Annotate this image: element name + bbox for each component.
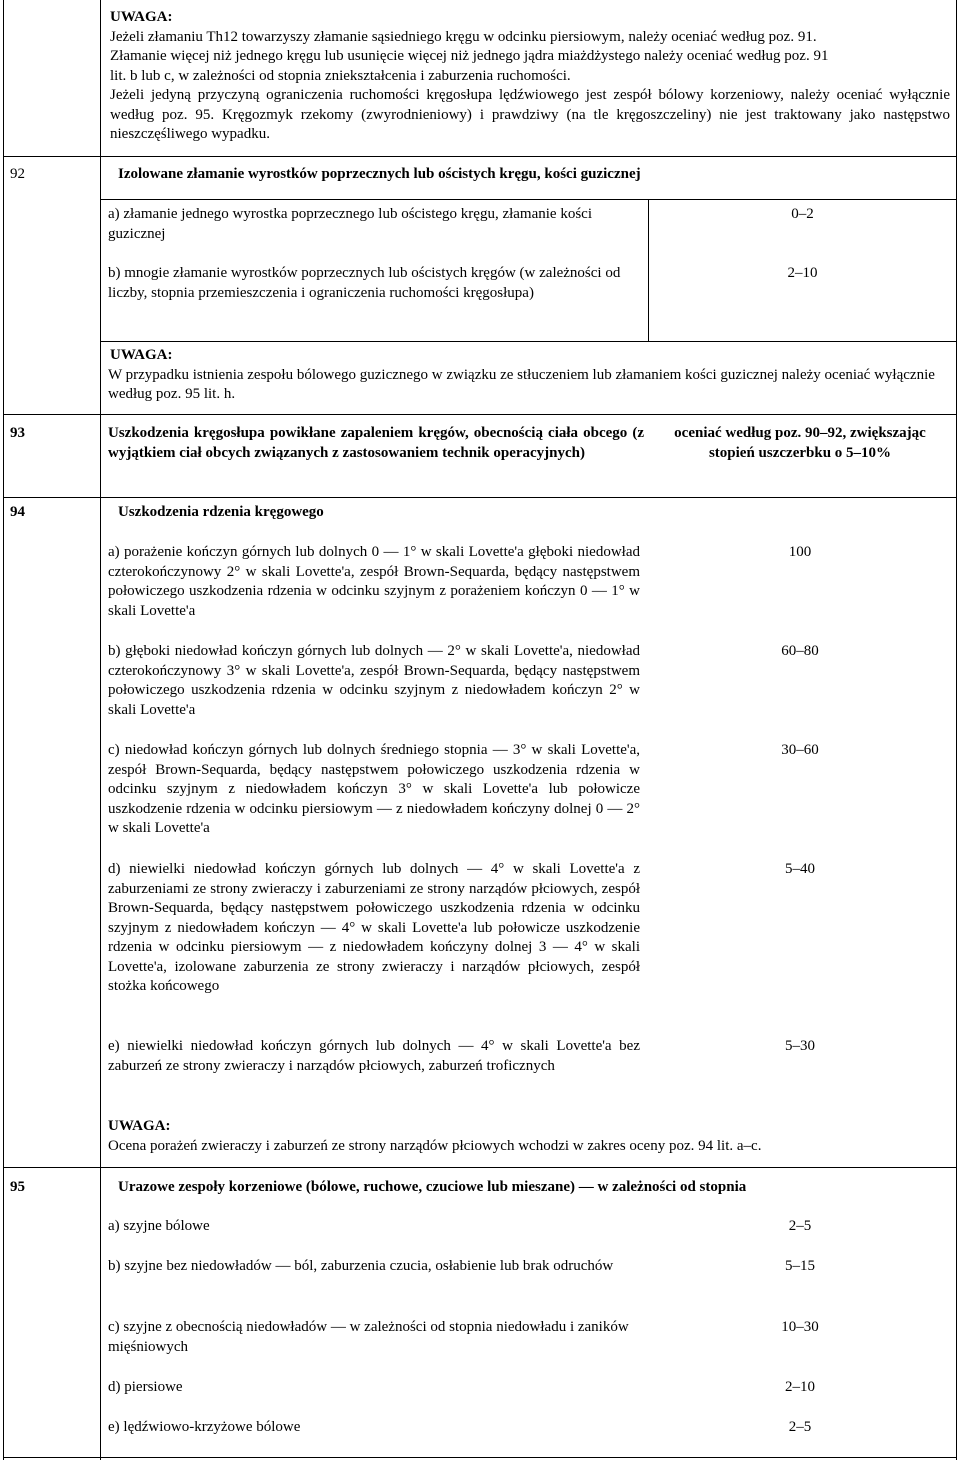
position-number-95: 95 [10,1179,25,1195]
p95-item-c-value: 10–30 [781,1319,819,1335]
position-number-92: 92 [10,166,25,182]
p92-grid-bottom [100,341,957,342]
p92-note-label: UWAGA: [110,347,173,363]
top-note-paragraph: Jeżeli jedyną przyczyną ograniczenia ruchomości kręgosłupa lędźwiowego jest zespół bólowy korzeniowy, należy oceniać wyłącznie według poz. 95. Kręgozmyk rzekomy (zwyrodnieniowy) i prawdziwy (na tle kręgoszczeliny) nie jest traktowany jako następstwo nieszczęśliwego wypadku. [110,87,950,142]
p95-item-c-text: c) szyjne z obecnością niedowładów — w zależności od stopnia niedowładu i zaników mięśniowych [108,1319,629,1355]
p92-item-a-text: a) złamanie jednego wyrostka poprzecznego lub ościstego kręgu, złamanie kości guzicznej [108,206,592,242]
position-number-93: 93 [10,425,25,441]
p94-item-a-text: a) porażenie kończyn górnych lub dolnych 0 — 1° w skali Lovette'a głęboki niedowład czterokończynowy 2° w skali Lovette'a, zespół Brown-Sequarda, będący następstwem połowiczego uszkodzenia rdzenia w odcinku szyjnym z porażeniem kończyn 0 — 1° w skali Lovette'a [108,544,640,619]
p94-item-c-value: 30–60 [781,742,819,758]
table-left-border [3,0,4,1460]
p94-title: Uszkodzenia rdzenia kręgowego [118,504,324,520]
top-note [110,8,950,145]
p95-item-e-text: e) lędźwiowo-krzyżowe bólowe [108,1419,301,1435]
p95-title: Urazowe zespoły korzeniowe (bólowe, ruchowe, czuciowe lub mieszane) — w zależności od stopnia [118,1179,747,1195]
row-divider-95 [3,1167,957,1168]
p92-item-a-value: 0–2 [791,206,814,222]
p95-item-b-text: b) szyjne bez niedowładów — ból, zaburzenia czucia, osłabienie lub brak odruchów [108,1258,614,1274]
top-note-label: UWAGA: [110,9,173,25]
row-divider-92 [3,156,957,157]
p95-item-d-value: 2–10 [785,1379,815,1395]
p92-note [108,346,948,405]
p94-note-text: Ocena porażeń zwieraczy i zaburzeń ze strony narządów płciowych wchodzi w zakres oceny poz. 94 lit. a–c. [108,1137,762,1154]
p92-title: Izolowane złamanie wyrostków poprzecznych lub ościstych kręgu, kości guzicznej [118,166,641,182]
p94-item-d-value: 5–40 [785,861,815,877]
p92-note-text: W przypadku istnienia zespołu bólowego guzicznego w związku ze stłuczeniem lub złamaniem kości guzicznej należy oceniać wyłącznie według poz. 95 lit. h. [108,366,935,402]
p94-item-d-text: d) niewielki niedowład kończyn górnych lub dolnych — 4° w skali Lovette'a z zaburzeniami ze strony zwieraczy i zaburzeniami ze strony narządów płciowych, zespół Brown-Sequarda, będący następstwem połowiczego uszkodzenia rdzenia w odcinku szyjnym z niedowładem kończyn — 4° w skali Lovette'a lub połowicze uszkodzenie rdzenia w odcinku piersiowym — z niedowładem kończyny dolnej 3 — 4° w skali Lovette'a, izolowane zaburzenia ze strony zwieraczy i narządów płciowych, zespół stożka końcowego [108,861,640,994]
p94-item-a-value: 100 [788,544,812,560]
p95-item-e-value: 2–5 [788,1419,812,1435]
p93-value: oceniać według poz. 90–92, zwiększając stopień uszczerbku o 5–10% [674,425,926,461]
p94-note-label: UWAGA: [108,1118,171,1134]
table-column-divider [100,0,101,1460]
p93-title: Uszkodzenia kręgosłupa powikłane zapaleniem kręgów, obecnością ciała obcego (z wyjątkiem ciał obcych związanych z zastosowaniem technik operacyjnych) [108,425,644,461]
table-bottom-border [3,1457,957,1458]
row-divider-93 [3,414,957,415]
top-note-line-1: Jeżeli złamaniu Th12 towarzyszy złamanie sąsiedniego kręgu w odcinku piersiowym, należy oceniać według poz. 91. [110,28,817,45]
row-divider-94 [3,497,957,498]
p92-grid-divider [648,199,649,341]
table-right-border [956,0,957,1460]
p95-item-a-text: a) szyjne bólowe [108,1218,210,1234]
p92-item-b-value: 2–10 [787,265,818,281]
p94-item-c-text: c) niedowład kończyn górnych lub dolnych średniego stopnia — 3° w skali Lovette'a, zespół Brown-Sequarda, będący następstwem połowiczego uszkodzenia rdzenia w odcinku szyjnym z niedowładem kończyn 3° w skali Lovette'a lub połowicze uszkodzenie rdzenia w odcinku piersiowym — z niedowładem kończyny dolnej 0 — 2° w skali Lovette'a [108,742,640,836]
p94-item-b-text: b) głęboki niedowład kończyn górnych lub dolnych — 2° w skali Lovette'a, niedowład czterokończynowy 3° w skali Lovette'a, zespół Brown-Sequarda, będący następstwem połowiczego uszkodzenia rdzenia w odcinku szyjnym z niedowładem kończyn 2° w skali Lovette'a [108,643,640,718]
p95-item-d-text: d) piersiowe [108,1379,183,1395]
p95-item-b-value: 5–15 [785,1258,815,1274]
p92-item-b-text: b) mnogie złamanie wyrostków poprzecznych lub ościstych kręgów (w zależności od liczby, stopnia przemieszczenia i ograniczenia ruchomości kręgosłupa) [108,265,621,301]
position-number-94: 94 [10,504,25,520]
top-note-line-3: lit. b lub c, w zależności od stopnia zniekształcenia i zaburzenia ruchomości. [110,67,571,84]
p94-item-b-value: 60–80 [781,643,819,659]
p94-note [108,1117,948,1156]
p92-grid-top [100,199,957,200]
p94-item-e-value: 5–30 [785,1038,815,1054]
top-note-line-2: Złamanie więcej niż jednego kręgu lub usunięcie więcej niż jednego jądra miażdżystego należy oceniać według poz. 91 [110,48,829,64]
p95-item-a-value: 2–5 [788,1218,812,1234]
p94-item-e-text: e) niewielki niedowład kończyn górnych lub dolnych — 4° w skali Lovette'a bez zaburzeń ze strony zwieraczy i narządów płciowych, zaburzeń troficznych [108,1038,640,1074]
